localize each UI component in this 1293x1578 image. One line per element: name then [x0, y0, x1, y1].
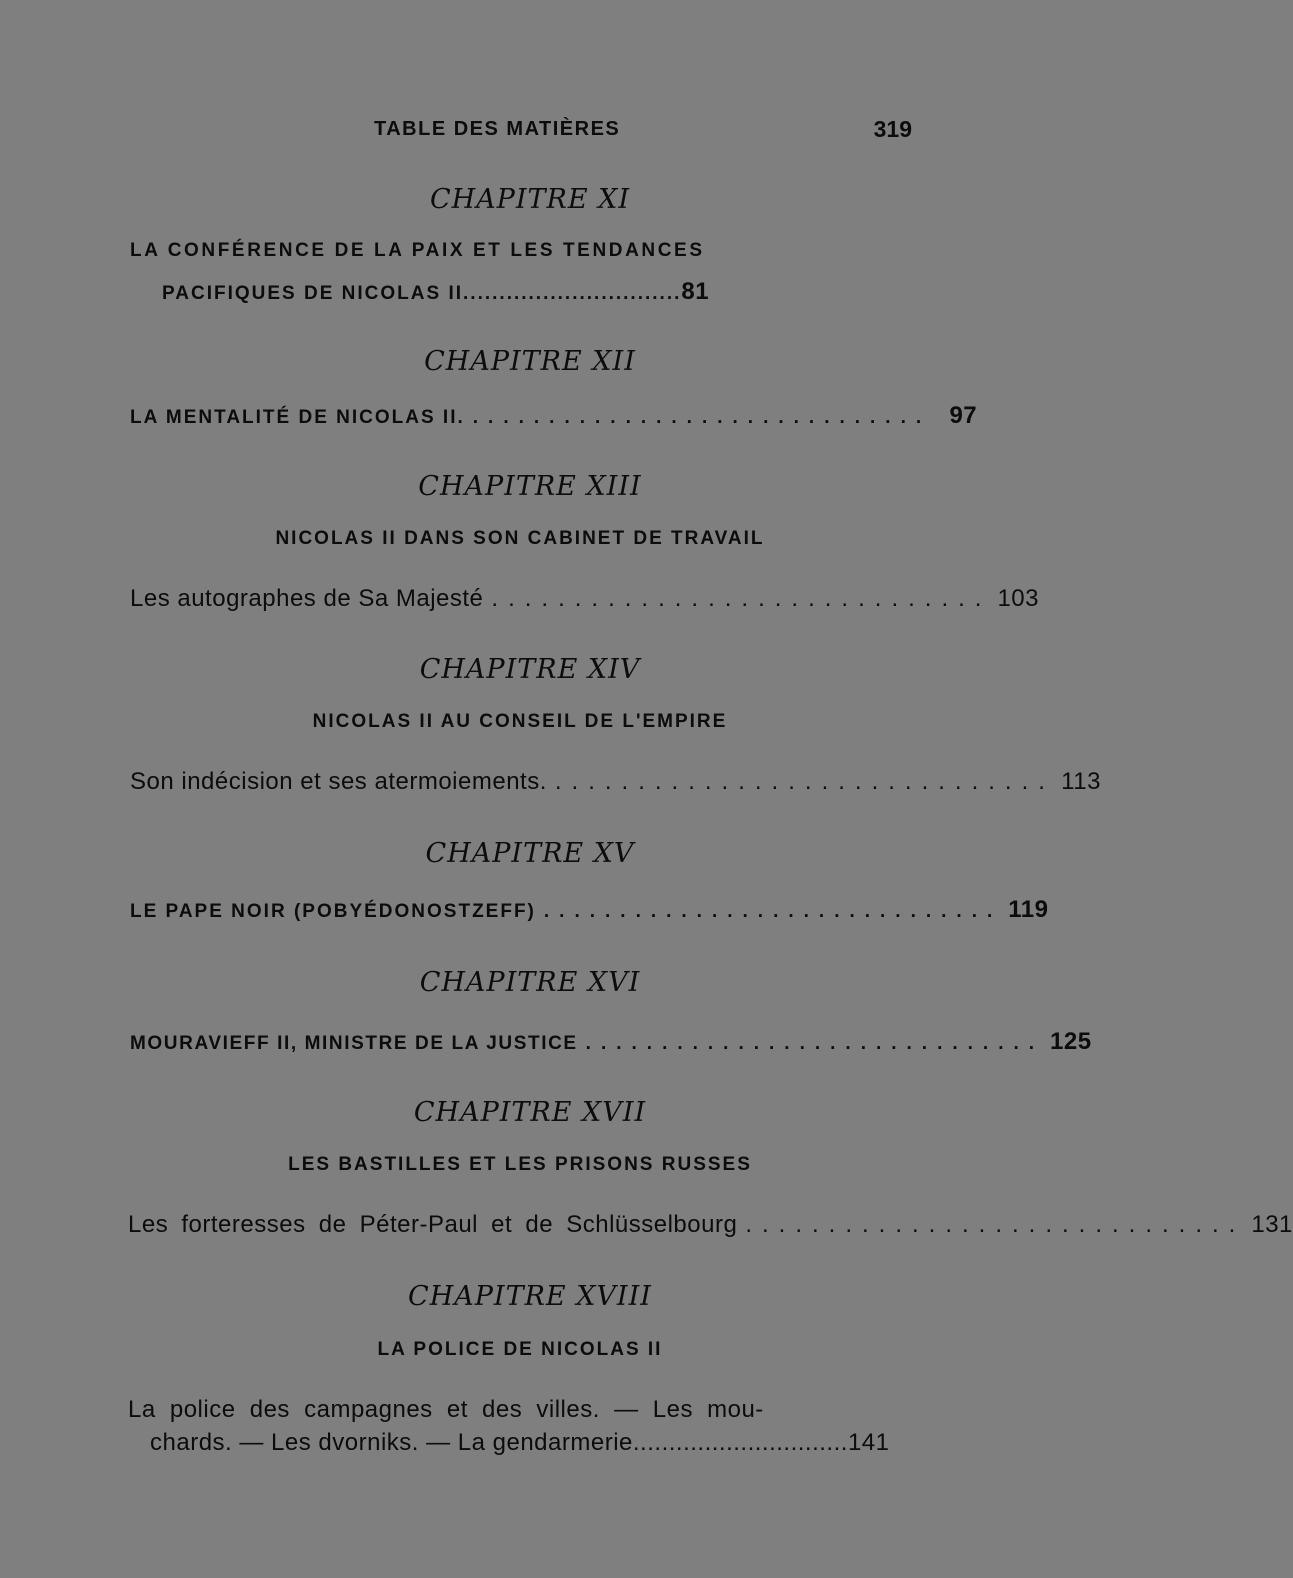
- toc-entry: [150, 1429, 910, 1457]
- toc-entry-page: 125: [1050, 1028, 1092, 1055]
- toc-entry-page: 103: [997, 585, 1039, 612]
- toc-entry-page: 141: [847, 1429, 890, 1456]
- chapter-heading: CHAPITRE XV: [425, 838, 635, 869]
- page-number: 319: [873, 116, 912, 142]
- toc-entry: [162, 278, 910, 306]
- toc-entry-line: [128, 1396, 838, 1424]
- toc-entry: [128, 1211, 1293, 1239]
- running-title: TABLE DES MATIÈRES: [374, 118, 621, 140]
- toc-entry-text: Les forteresses de Péter-Paul et de Schlüsselbourg: [128, 1211, 738, 1238]
- chapter-subtitle: NICOLAS II DANS SON CABINET DE TRAVAIL: [275, 528, 765, 549]
- toc-entry-page: 113: [1061, 768, 1101, 795]
- toc-entry: [130, 768, 1101, 796]
- dot-leader: ..............................: [463, 283, 682, 304]
- toc-entry-text: MOURAVIEFF II, MINISTRE DE LA JUSTICE: [130, 1033, 578, 1054]
- chapter-subtitle: NICOLAS II AU CONSEIL DE L'EMPIRE: [312, 711, 728, 732]
- toc-entry: [130, 402, 978, 430]
- toc-entry: [130, 896, 1049, 924]
- chapter-heading: CHAPITRE XVIII: [408, 1281, 652, 1312]
- toc-entry-text: PACIFIQUES DE NICOLAS II: [162, 283, 464, 304]
- chapter-heading: CHAPITRE XI: [429, 184, 631, 215]
- toc-entry: [130, 585, 1039, 613]
- dot-leader: ..............................: [554, 768, 1055, 795]
- toc-entry-text: LE PAPE NOIR (POBYÉDONOSTZEFF): [130, 901, 536, 922]
- toc-entry-text: La police des campagnes et des villes. — Les mou-: [128, 1396, 764, 1423]
- chapter-heading: CHAPITRE XVI: [419, 967, 641, 998]
- dot-leader: ..............................: [491, 585, 992, 612]
- chapter-heading: CHAPITRE XVII: [413, 1097, 647, 1128]
- chapter-heading: CHAPITRE XII: [424, 346, 636, 377]
- toc-entry-page: 119: [1008, 896, 1049, 923]
- chapter-subtitle: LA POLICE DE NICOLAS II: [377, 1339, 663, 1360]
- toc-entry-text: Les autographes de Sa Majesté: [130, 585, 484, 612]
- toc-entry-text: LA CONFÉRENCE DE LA PAIX ET LES TENDANCES: [130, 240, 705, 261]
- dot-leader: ..............................: [543, 901, 1003, 922]
- toc-entry-page: 81: [681, 278, 710, 305]
- toc-entry-text: LA MENTALITÉ DE NICOLAS II.: [130, 407, 465, 428]
- dot-leader: ..............................: [632, 1429, 848, 1456]
- page-header: [0, 118, 1000, 148]
- dot-leader: ..............................: [472, 407, 932, 428]
- dot-leader: ..............................: [585, 1033, 1045, 1054]
- dot-leader: ..............................: [745, 1211, 1246, 1238]
- chapter-heading: CHAPITRE XIII: [418, 471, 642, 502]
- chapter-heading: CHAPITRE XIV: [419, 654, 641, 685]
- toc-entry-page: 97: [949, 402, 978, 429]
- toc-entry: [130, 1028, 1092, 1056]
- toc-entry-page: 131: [1251, 1211, 1293, 1238]
- chapter-subtitle: LES BASTILLES ET LES PRISONS RUSSES: [288, 1154, 752, 1175]
- toc-entry-text: Son indécision et ses atermoiements.: [130, 768, 547, 795]
- toc-entry-line: [130, 240, 835, 262]
- toc-entry-text: chards. — Les dvorniks. — La gendarmerie: [150, 1429, 633, 1456]
